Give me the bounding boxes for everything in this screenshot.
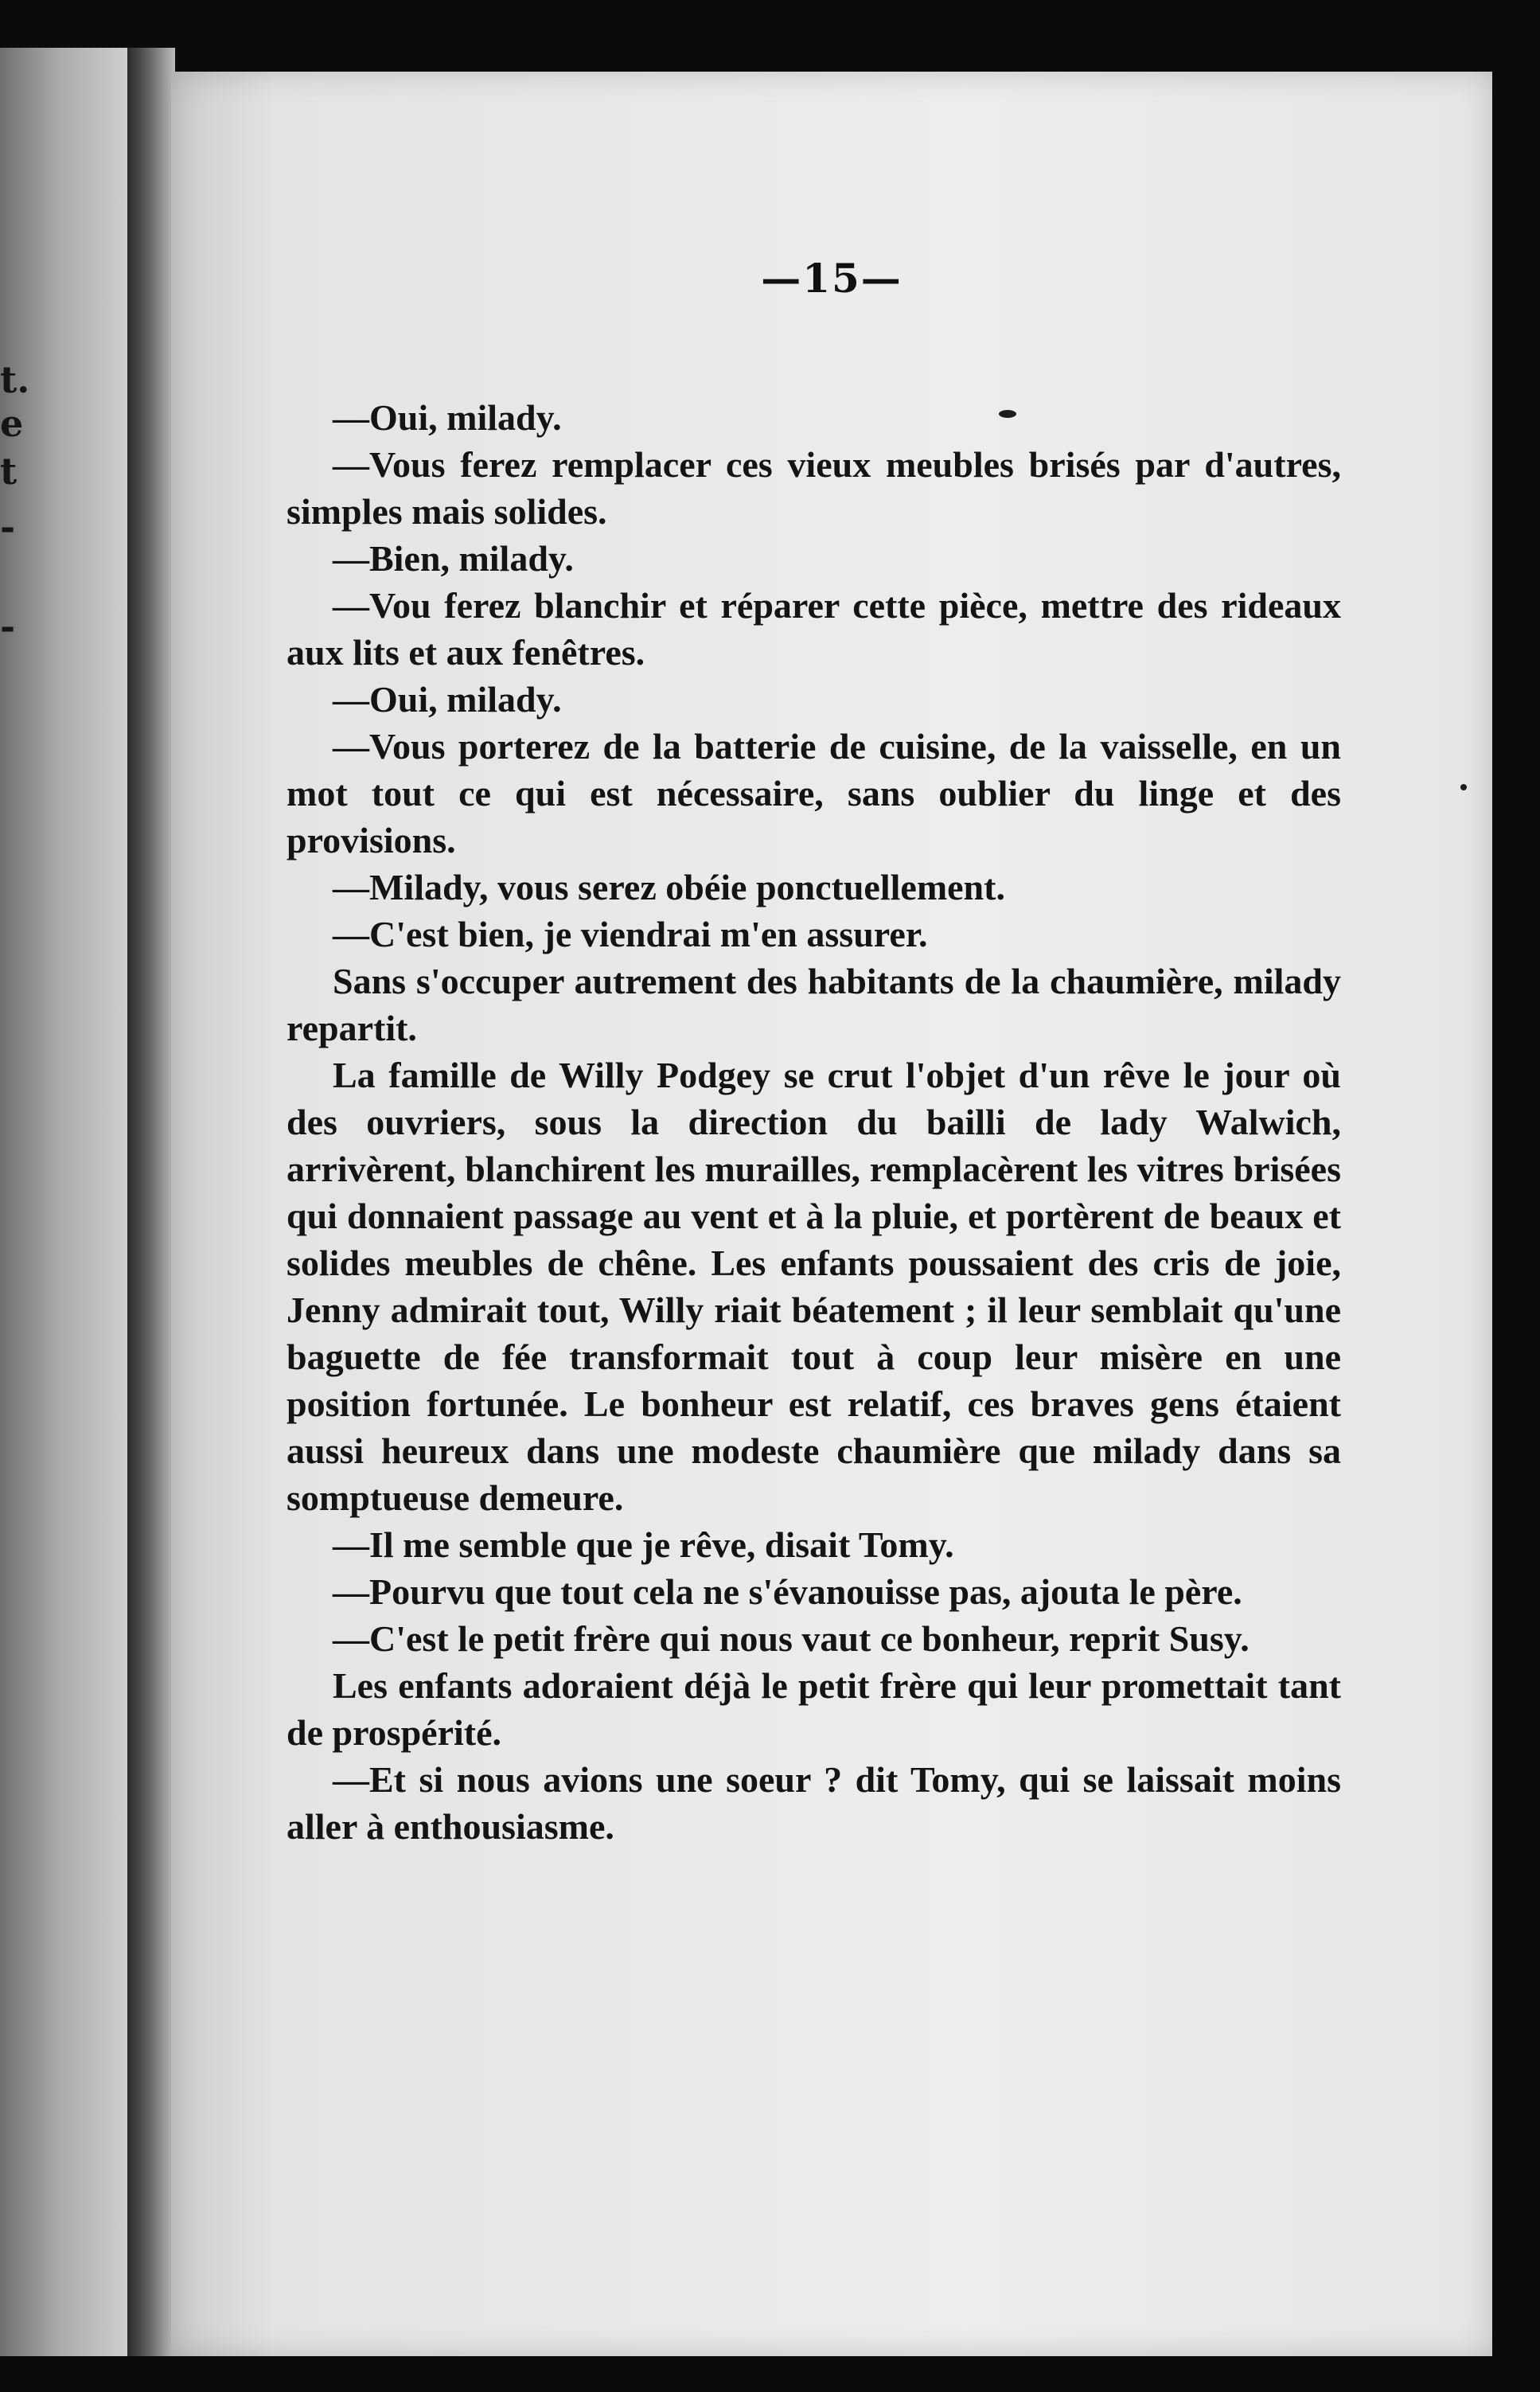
paragraph: —Vou ferez blanchir et réparer cette pièce, mettre des rideaux aux lits et aux fenêtres. — [287, 585, 1341, 673]
paragraph: Les enfants adoraient déjà le petit frère qui leur promettait tant de prospérité. — [287, 1665, 1341, 1753]
paragraph: —Pourvu que tout cela ne s'évanouisse pas, ajouta le père. — [333, 1571, 1242, 1612]
page-sheet — [171, 72, 1492, 2356]
margin-fragment: t — [0, 450, 18, 493]
margin-fragment: - — [0, 505, 16, 548]
body-text — [287, 394, 1341, 1850]
paragraph: —Oui, milady. — [333, 397, 562, 438]
previous-page-fragment — [0, 48, 127, 2356]
page-number: —15— — [761, 255, 903, 302]
paragraph: —Vous ferez remplacer ces vieux meubles brisés par d'autres, simples mais solides. — [287, 444, 1341, 532]
paragraph: —Oui, milady. — [333, 679, 562, 720]
ink-speck — [1460, 784, 1467, 790]
margin-fragment: e — [0, 402, 24, 445]
paragraph: —Il me semble que je rêve, disait Tomy. — [333, 1524, 954, 1565]
paragraph: —Vous porterez de la batterie de cuisine, de la vaisselle, en un mot tout ce qui est nécessaire, sans oublier du linge et des provisions. — [287, 726, 1341, 860]
margin-fragment: - — [0, 605, 16, 648]
paragraph: —C'est bien, je viendrai m'en assurer. — [333, 914, 928, 954]
binding-gutter — [127, 48, 175, 2356]
paragraph: —Et si nous avions une soeur ? dit Tomy, qui se laissait moins aller à enthousiasme. — [287, 1759, 1341, 1847]
paragraph: —Bien, milady. — [333, 538, 574, 579]
paragraph: —C'est le petit frère qui nous vaut ce bonheur, reprit Susy. — [333, 1618, 1250, 1659]
paragraph: La famille de Willy Podgey se crut l'objet d'un rêve le jour où des ouvriers, sous la direction du bailli de lady Walwich, arrivèrent, blanchirent les murailles, remplacèrent les vitres brisées qui donnaient passage au vent et à la pluie, et portèrent de beaux et solides meubles de chêne. Les enfants poussaient des cris de joie, Jenny admirait tout, Willy riait béatement ; il leur semblait qu'une baguette de fée transformait tout à coup leur misère en une position fortunée. Le bonheur est relatif, ces braves gens étaient aussi heureux dans une modeste chaumière que milady dans sa somptueuse demeure. — [287, 1055, 1341, 1518]
paragraph: Sans s'occuper autrement des habitants de la chaumière, milady repartit. — [287, 961, 1341, 1048]
margin-fragment: t. — [0, 358, 30, 401]
paragraph: —Milady, vous serez obéie ponctuellement. — [333, 867, 1005, 907]
